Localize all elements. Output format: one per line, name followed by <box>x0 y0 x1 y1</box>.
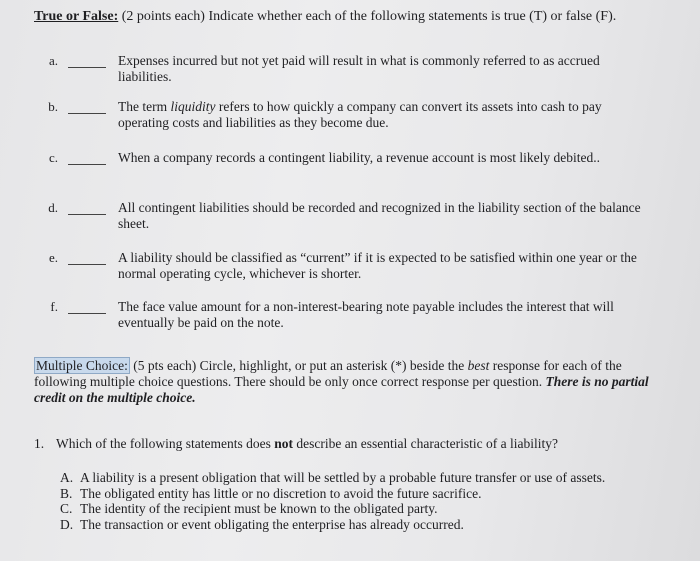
tf-item-f <box>34 299 674 339</box>
tf-letter: b. <box>48 99 58 114</box>
question-text-part: describe an essential characteristic of a liability? <box>292 436 558 451</box>
mc-instructions-part: response for each of the following multiple choice questions. There should be only once correct response per question. <box>34 358 622 389</box>
question-text-part: Which of the following statements does <box>56 436 275 451</box>
tf-statement-part: The term <box>118 99 171 114</box>
option-letter: A. <box>60 470 74 485</box>
tf-item-b <box>34 99 674 139</box>
tf-letter: f. <box>50 299 58 314</box>
answer-blank[interactable] <box>68 264 106 265</box>
multiple-choice-heading <box>34 358 654 406</box>
tf-statement: All contingent liabilities should be recorded and recognized in the liability section of the balance sheet. <box>118 200 641 231</box>
tf-item-a <box>34 53 674 93</box>
tf-statement: The face value amount for a non-interest-bearing note payable includes the interest that will eventually be paid on the note. <box>118 299 614 330</box>
tf-letter: c. <box>48 150 58 165</box>
tf-letter: e. <box>48 250 58 265</box>
tf-statement: When a company records a contingent liability, a revenue account is most likely debited.. <box>118 150 600 165</box>
option-a[interactable] <box>60 470 640 486</box>
answer-options <box>60 470 640 532</box>
option-text: The transaction or event obligating the enterprise has already occurred. <box>80 516 464 532</box>
tf-statement: A liability should be classified as “current” if it is expected to be satisfied within one year or the normal operating cycle, whichever is shorter. <box>118 250 637 281</box>
option-d[interactable] <box>60 517 640 533</box>
tf-letter: d. <box>48 200 58 215</box>
tf-item-d <box>34 200 674 240</box>
option-c[interactable] <box>60 501 640 517</box>
option-text: A liability is a present obligation that will be settled by a probable future transfer or use of assets. <box>80 470 606 485</box>
option-letter: D. <box>60 516 74 532</box>
option-letter: C. <box>60 501 73 516</box>
tf-item-e <box>34 250 674 290</box>
answer-blank[interactable] <box>68 67 106 68</box>
tf-letter: a. <box>48 53 58 68</box>
mc-note: There is no partial credit on the multiple choice. <box>34 374 649 405</box>
multiple-choice-title: Multiple Choice: <box>36 358 128 373</box>
answer-blank[interactable] <box>68 313 106 314</box>
mc-instructions-emphasis: best <box>467 358 490 373</box>
answer-blank[interactable] <box>68 113 106 114</box>
question-number: 1. <box>34 436 45 451</box>
tf-statement-emphasis: liquidity <box>170 99 216 114</box>
option-letter: B. <box>60 485 73 501</box>
tf-item-c <box>34 150 674 190</box>
true-false-instructions: (2 points each) Indicate whether each of the following statements is true (T) or false (F). <box>121 9 617 24</box>
tf-statement: Expenses incurred but not yet paid will result in what is commonly referred to as accrued liabilities. <box>118 53 600 84</box>
option-text: The identity of the recipient must be known to the obligated party. <box>80 501 438 516</box>
tf-statement-part: refers to how quickly a company can convert its assets into cash to pay operating costs and liabilities as they become due. <box>118 99 602 130</box>
option-b[interactable] <box>60 486 640 502</box>
question-text-emphasis: not <box>274 436 293 451</box>
option-text: The obligated entity has little or no discretion to avoid the future sacrifice. <box>80 485 482 501</box>
true-false-title: True or False: <box>34 9 119 24</box>
mc-instructions-part: (5 pts each) Circle, highlight, or put an asterisk (*) beside the <box>129 358 468 373</box>
question-text <box>56 436 646 452</box>
true-false-heading <box>34 8 674 25</box>
answer-blank[interactable] <box>68 164 106 165</box>
answer-blank[interactable] <box>68 214 106 215</box>
tf-statement <box>118 99 648 131</box>
